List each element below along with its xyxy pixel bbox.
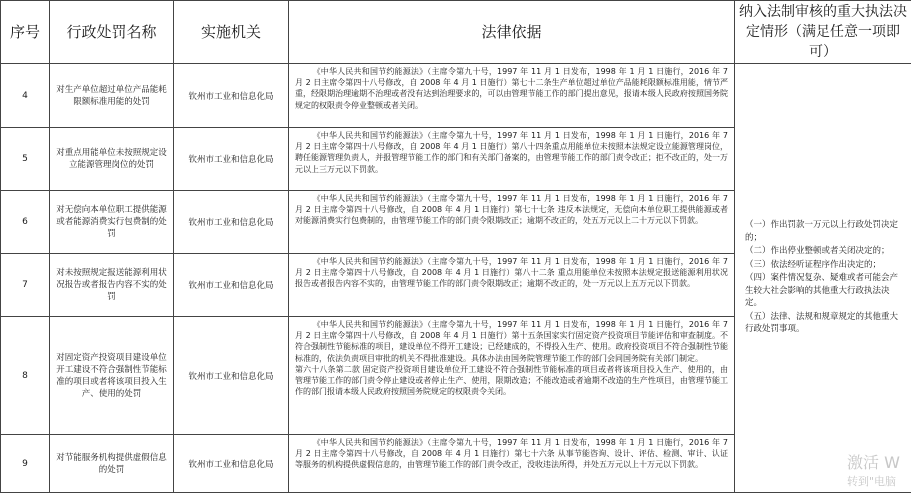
header-org: 实施机关 bbox=[174, 1, 289, 64]
header-name: 行政处罚名称 bbox=[50, 1, 174, 64]
condition-item: （三）依法经听证程序作出决定的； bbox=[745, 259, 882, 270]
row-seq: 8 bbox=[1, 317, 50, 435]
header-condition: 纳入法制审核的重大执法决定情形（满足任意一项即可） bbox=[735, 1, 911, 64]
row-name: 对未按照规定报送能源利用状况报告或者报告内容不实的处罚 bbox=[50, 254, 174, 317]
row-basis: 《中华人民共和国节约能源法》（主席令第九十号，1997 年 11 月 1 日发布，1998 年 1 月 1 日施行，2016 年 7 月 2 日主席令第四十八号修改，自 2008 年 4 月 1 日施行）第八十二条 重点用能单位未按照本法规定报送能源利用状况报告或者报告内容不实的，由管理节能工作的部门责令限期改正；逾期不改正的，处一万元以上五万元以下罚款。 bbox=[289, 254, 735, 317]
row-seq: 7 bbox=[1, 254, 50, 317]
row-seq: 6 bbox=[1, 191, 50, 254]
condition-item: （五）法律、法规和规章规定的其他重大行政处罚事项。 bbox=[745, 311, 899, 335]
row-basis-text: 《中华人民共和国节约能源法》（主席令第九十号，1997 年 11 月 1 日发布，1998 年 1 月 1 日施行，2016 年 7 月 2 日主席令第四十八号修改，自 2008 年 4 月 1 日施行）第十五条国家实行固定资产投资项目节能评估和审查制度。不符合强制性节能标准的项目，建设单位不得开工建设；已经建成的，不得投入生产、使用。政府投资项目不符合强制性节能标准的，依法负责项目审批的机关不得批准建设。具体办法由国务院管理节能工作的部门会同国务院有关部门制定。 bbox=[295, 320, 728, 363]
row-basis: 《中华人民共和国节约能源法》（主席令第九十号，1997 年 11 月 1 日发布，1998 年 1 月 1 日施行，2016 年 7 月 2 日主席令第四十八号修改，自 2008 年 4 月 1 日施行）第七十七条 违反本法规定，无偿向本单位职工提供能源或者对能源消费实行包费制的，由管理节能工作的部门责令限期改正；逾期不改正的，处五万元以上二十万元以下罚款。 bbox=[289, 191, 735, 254]
watermark-line-2: 转到"电脑 bbox=[847, 475, 897, 488]
row-basis: 《中华人民共和国节约能源法》（主席令第九十号，1997 年 11 月 1 日发布，1998 年 1 月 1 日施行，2016 年 7 月 2 日主席令第四十八号修改，自 2008 年 4 月 1 日施行）第七十六条 从事节能咨询、设计、评估、检测、审计、认证等服务的机构提供虚假信息的，由管理节能工作的部门责令改正，没收违法所得，并处五万元以上十万元以下罚款。 bbox=[289, 435, 735, 493]
row-basis: 《中华人民共和国节约能源法》（主席令第九十号，1997 年 11 月 1 日发布，1998 年 1 月 1 日施行，2016 年 7 月 2 日主席令第四十八号修改，自 2008 年 4 月 1 日施行）第八十四条重点用能单位未按照本法规定设立能源管理岗位，聘任能源管理负责人，并报管理节能工作的部门和有关部门备案的，由管理节能工作的部门责令改正；拒不改正的，处一万元以上三万元以下罚款。 bbox=[289, 128, 735, 191]
condition-cell bbox=[735, 64, 911, 493]
row-name: 对节能服务机构提供虚假信息的处罚 bbox=[50, 435, 174, 493]
header-seq: 序号 bbox=[1, 1, 50, 64]
row-name: 对固定资产投资项目建设单位开工建设不符合强制性节能标准的项目或者将该项目投入生产、使用的处罚 bbox=[50, 317, 174, 435]
row-name: 对生产单位超过单位产品能耗限额标准用能的处罚 bbox=[50, 64, 174, 128]
watermark-line-1: 激活 W bbox=[847, 453, 900, 472]
activation-watermark bbox=[839, 451, 911, 495]
row-seq: 9 bbox=[1, 435, 50, 493]
table-header-row bbox=[1, 1, 911, 64]
row-basis-text-2: 第六十八条第二款 固定资产投资项目建设单位开工建设不符合强制性节能标准的项目或者将该项目投入生产、使用的，由管理节能工作的部门责令停止建设或者停止生产、使用，限期改造；不能改造或者逾期不改造的生产性项目，由管理节能工作的部门报请本级人民政府按照国务院规定的权限责令关闭。 bbox=[295, 364, 728, 397]
row-org: 钦州市工业和信息化局 bbox=[174, 64, 289, 128]
row-org: 钦州市工业和信息化局 bbox=[174, 128, 289, 191]
row-org: 钦州市工业和信息化局 bbox=[174, 191, 289, 254]
table-row bbox=[1, 64, 911, 128]
row-basis bbox=[289, 317, 735, 435]
row-basis: 《中华人民共和国节约能源法》（主席令第九十号，1997 年 11 月 1 日发布，1998 年 1 月 1 日施行，2016 年 7 月 2 日主席令第四十八号修改，自 2008 年 4 月 1 日施行）第七十二条生产单位超过单位产品能耗限额标准用能，情节严重，经限期治理逾期不治理或者没有达到治理要求的，可以由管理节能工作的部门提出意见，报请本级人民政府按照国务院规定的权限责令停业整顿或者关闭。 bbox=[289, 64, 735, 128]
condition-item: （二）作出停业整顿或者关闭决定的； bbox=[745, 246, 890, 257]
row-org: 钦州市工业和信息化局 bbox=[174, 435, 289, 493]
row-seq: 5 bbox=[1, 128, 50, 191]
row-org: 钦州市工业和信息化局 bbox=[174, 317, 289, 435]
row-name: 对重点用能单位未按照规定设立能源管理岗位的处罚 bbox=[50, 128, 174, 191]
header-basis: 法律依据 bbox=[289, 1, 735, 64]
row-name: 对无偿向本单位职工提供能源或者能源消费实行包费制的处罚 bbox=[50, 191, 174, 254]
condition-item: （一）作出罚款一万元以上行政处罚决定的； bbox=[745, 220, 899, 243]
condition-item: （四）案件情况复杂、疑难或者可能会产生较大社会影响的其他重大行政执法决定。 bbox=[745, 273, 899, 309]
row-org: 钦州市工业和信息化局 bbox=[174, 254, 289, 317]
row-seq: 4 bbox=[1, 64, 50, 128]
